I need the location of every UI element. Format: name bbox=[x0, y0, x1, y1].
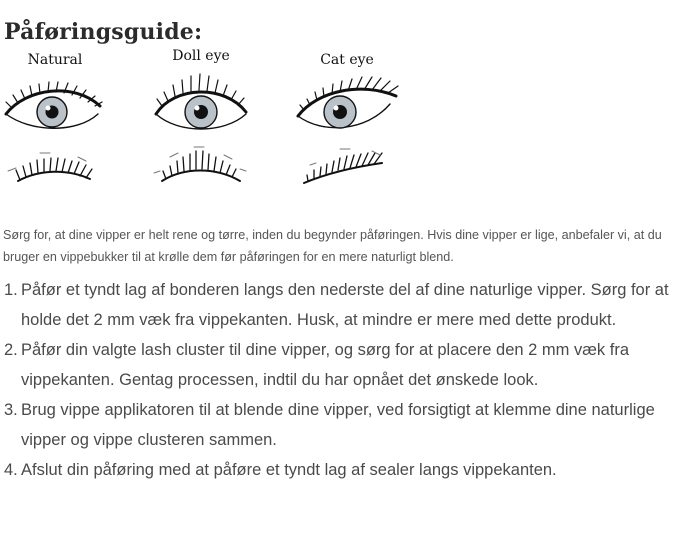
step-text: Brug vippe applikatoren til at blende dine vipper, ved forsigtigt at klemme dine naturlige vipper og vippe clusteren sammen. bbox=[21, 401, 655, 449]
lash-style-gallery bbox=[0, 40, 420, 200]
page-title: Påføringsguide: bbox=[4, 18, 203, 45]
lash-style-label: Doll eye bbox=[172, 48, 230, 64]
doll-eye-illustration bbox=[146, 68, 256, 140]
intro-text: Sørg for, at dine vipper er helt rene og tørre, inden du begynder påføringen. Hvis dine vipper er lige, anbefaler vi, at du bruger en vippebukker til at krølle dem før påføringen for en mere naturligt blend. bbox=[3, 227, 662, 264]
list-item bbox=[4, 395, 676, 455]
natural-lash-map bbox=[0, 143, 110, 187]
lash-style-cat-eye bbox=[292, 40, 402, 190]
list-item bbox=[4, 455, 676, 485]
lash-style-natural bbox=[0, 40, 110, 190]
cat-eye-lash-map bbox=[292, 143, 402, 187]
list-item bbox=[4, 335, 676, 395]
step-number: 4. bbox=[4, 461, 18, 479]
step-text: Påfør et tyndt lag af bonderen langs den nederste del af dine naturlige vipper. Sørg for at holde det 2 mm væk fra vippekanten. Husk, at mindre er mere med dette produkt. bbox=[21, 281, 669, 329]
doll-eye-lash-map bbox=[146, 143, 256, 187]
lash-style-doll-eye bbox=[146, 40, 256, 190]
list-item bbox=[4, 275, 676, 335]
step-number: 1. bbox=[4, 281, 18, 299]
cat-eye-illustration bbox=[292, 68, 402, 140]
lash-style-label: Natural bbox=[27, 52, 83, 68]
step-text: Påfør din valgte lash cluster til dine vipper, og sørg for at placere den 2 mm væk fra vippekanten. Gentag processen, indtil du har opnået det ønskede look. bbox=[21, 341, 630, 389]
application-steps bbox=[4, 275, 676, 485]
step-number: 3. bbox=[4, 401, 18, 419]
step-text: Afslut din påføring med at påføre et tyndt lag af sealer langs vippekanten. bbox=[21, 461, 557, 479]
lash-style-label: Cat eye bbox=[320, 52, 374, 68]
natural-eye-illustration bbox=[0, 68, 110, 140]
step-number: 2. bbox=[4, 341, 18, 359]
